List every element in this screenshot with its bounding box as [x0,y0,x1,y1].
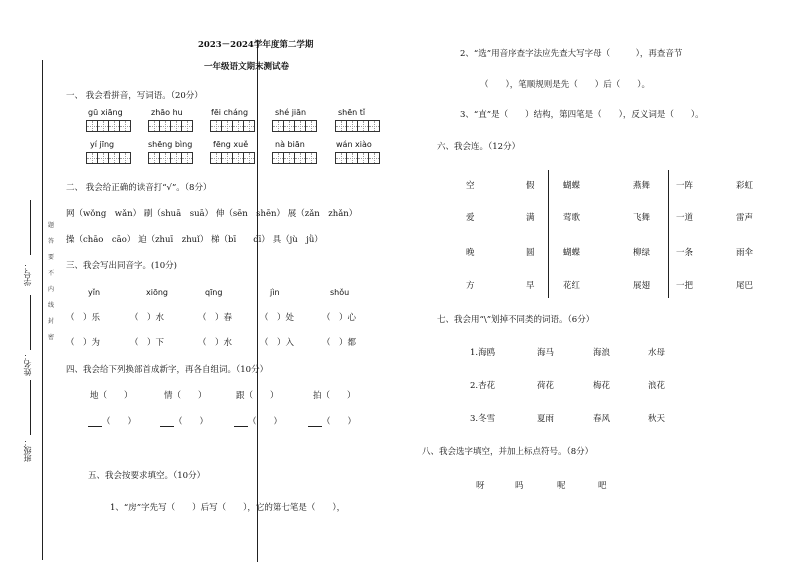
q6-word[interactable]: 晚 [466,248,475,258]
q7-word[interactable]: 梅花 [593,381,611,391]
q4-answer-line[interactable] [160,426,174,427]
q1-pinyin: shé jiān [275,108,307,117]
q3-pinyin: qīng [205,288,223,297]
q3-pinyin: jìn [270,288,280,297]
exam-subtitle: 一年级语文期末测试卷 [204,62,290,72]
q6-divider [548,170,549,298]
q4-item[interactable]: 拍（ ） [313,391,356,401]
q3-blank[interactable]: （ ）处 [260,313,295,323]
q6-word[interactable]: 雨伞 [736,248,754,258]
q3-pinyin: shǒu [330,288,350,297]
q6-word[interactable]: 燕舞 [633,181,651,191]
q6-word[interactable]: 爱 [466,213,475,223]
q1-pinyin: shēng bìng [148,140,193,149]
q8-char[interactable]: 吗 [515,481,524,491]
name-label: 姓名： [23,352,32,376]
q3-blank[interactable]: （ ）为 [66,338,101,348]
q7-word[interactable]: 海浪 [593,348,611,358]
writing-grid[interactable] [210,120,254,132]
seal-char: 题 [48,222,55,229]
q7-word[interactable]: 荷花 [537,381,555,391]
q8-char[interactable]: 呀 [476,481,485,491]
q6-word[interactable]: 尾巴 [736,281,754,291]
seal-char: 封 [48,318,55,325]
seal-char: 不 [48,270,55,277]
q1-pinyin: yí jīng [90,140,115,149]
q6-word[interactable]: 圆 [526,248,535,258]
q3-blank[interactable]: （ ）水 [198,338,233,348]
q7-word[interactable]: 水母 [648,348,666,358]
q2-line: 网（wǒng wǎn） 刷（shuā suā） 伸（sēn shēn） 展（zǎn zhǎn） [66,209,358,219]
seal-char: 内 [48,286,55,293]
q2-line: 操（chāo cāo） 迫（zhuī zhuǐ） 梯（bī dī） 具（jù jǜ） [66,235,323,245]
q4-item[interactable]: 情（ ） [164,391,207,401]
q6-word[interactable]: 满 [526,213,535,223]
q4-blank[interactable]: （ ） [174,417,209,427]
q5-line: 2、“选”用音序查字法应先查大写字母（ ），再查音节 [460,49,683,59]
q4-answer-line[interactable] [234,426,248,427]
q7-word[interactable]: 浪花 [648,381,666,391]
q6-word[interactable]: 彩虹 [736,181,754,191]
writing-grid[interactable] [335,152,379,164]
q6-word[interactable]: 一条 [676,248,694,258]
q1-pinyin: wán xiào [336,140,372,149]
writing-grid[interactable] [335,120,379,132]
class-label: 班级： [23,438,32,462]
q4-answer-line[interactable] [88,426,102,427]
writing-grid[interactable] [148,120,192,132]
q7-word[interactable]: 春风 [593,414,611,424]
q1-pinyin: fēi cháng [211,108,249,117]
writing-grid[interactable] [86,120,130,132]
q7-word[interactable]: 夏雨 [537,414,555,424]
q6-divider [668,170,669,298]
q6-word[interactable]: 蝴蝶 [563,248,581,258]
q1-pinyin: fēng xuě [213,140,249,149]
q8-char[interactable]: 呢 [557,481,566,491]
q8-heading: 八、我会选字填空，并加上标点符号。（8分） [422,447,594,457]
q3-blank[interactable]: （ ）入 [260,338,295,348]
q3-blank[interactable]: （ ）春 [198,313,233,323]
exam-title: 2023－2024学年度第二学期 [198,40,314,50]
q4-heading: 四、我会给下列换部首成新字，再各自组词。（10分） [66,365,269,375]
q3-blank[interactable]: （ ）乐 [66,313,101,323]
q5-line: 3、“直”是（ ）结构，第四笔是（ ），反义词是（ ）。 [460,110,704,120]
q1-pinyin: shēn tǐ [338,108,366,117]
q6-word[interactable]: 雷声 [736,213,754,223]
seal-char: 答 [48,238,55,245]
class-blank [30,380,31,435]
binding-line [42,60,43,560]
writing-grid[interactable] [272,120,316,132]
q2-heading: 二、 我会给正确的读音打“√”。（8分） [66,183,212,193]
q6-word[interactable]: 柳绿 [633,248,651,258]
q3-pinyin: yǐn [88,288,101,297]
q6-word[interactable]: 一阵 [676,181,694,191]
seal-char: 密 [48,334,55,341]
name-blank [30,295,31,350]
q3-blank[interactable]: （ ）下 [130,338,165,348]
q6-word[interactable]: 一把 [676,281,694,291]
writing-grid[interactable] [272,152,316,164]
id-label: 学号： [23,262,32,286]
q4-blank[interactable]: （ ） [248,417,283,427]
q1-heading: 一、 我会看拼音，写词语。（20分） [66,91,203,101]
q5-heading: 五、我会按要求填空。（10分） [88,471,206,481]
q7-word[interactable]: 秋天 [648,414,666,424]
q1-pinyin: zhāo hu [151,108,183,117]
q4-item[interactable]: 地（ ） [90,391,133,401]
id-blank [30,200,31,255]
q6-word[interactable]: 早 [526,281,535,291]
q6-word[interactable]: 莺歌 [563,213,581,223]
q3-blank[interactable]: （ ）水 [130,313,165,323]
q6-word[interactable]: 飞舞 [633,213,651,223]
writing-grid[interactable] [86,152,130,164]
seal-char: 线 [48,302,55,309]
q6-word[interactable]: 花红 [563,281,581,291]
q3-blank[interactable]: （ ）心 [322,313,357,323]
q6-word[interactable]: 展翅 [633,281,651,291]
q6-word[interactable]: 假 [526,181,535,191]
writing-grid[interactable] [210,152,254,164]
q5-line: 1、“房”字先写（ ）后写（ ），它的第七笔是（ ）， [110,503,346,513]
q6-word[interactable]: 一道 [676,213,694,223]
q4-item[interactable]: 跟（ ） [236,391,279,401]
q4-blank[interactable]: （ ） [102,417,137,427]
q7-heading: 七、我会用“\”划掉不同类的词语。（6分） [437,315,595,325]
q7-word[interactable]: 3.冬雪 [470,414,496,424]
q4-blank[interactable]: （ ） [322,417,357,427]
writing-grid[interactable] [148,152,192,164]
q6-heading: 六、我会连。（12分） [437,142,521,152]
q8-char[interactable]: 吧 [598,481,607,491]
q1-pinyin: nà biān [275,140,305,149]
q6-word[interactable]: 空 [466,181,475,191]
q1-pinyin: gū xiāng [88,108,123,117]
q4-answer-line[interactable] [308,426,322,427]
q7-word[interactable]: 1.海鸥 [470,348,496,358]
q6-word[interactable]: 方 [466,281,475,291]
q7-word[interactable]: 海马 [537,348,555,358]
q3-heading: 三、我会写出同音字。(10分) [66,261,177,271]
seal-char: 要 [48,254,55,261]
q6-word[interactable]: 蝴蝶 [563,181,581,191]
q5-line: （ ），笔顺规则是先（ ）后（ ）。 [480,80,651,90]
q7-word[interactable]: 2.杏花 [470,381,496,391]
q3-pinyin: xiōng [146,288,168,297]
q3-blank[interactable]: （ ）都 [322,338,357,348]
page-divider [257,40,258,562]
